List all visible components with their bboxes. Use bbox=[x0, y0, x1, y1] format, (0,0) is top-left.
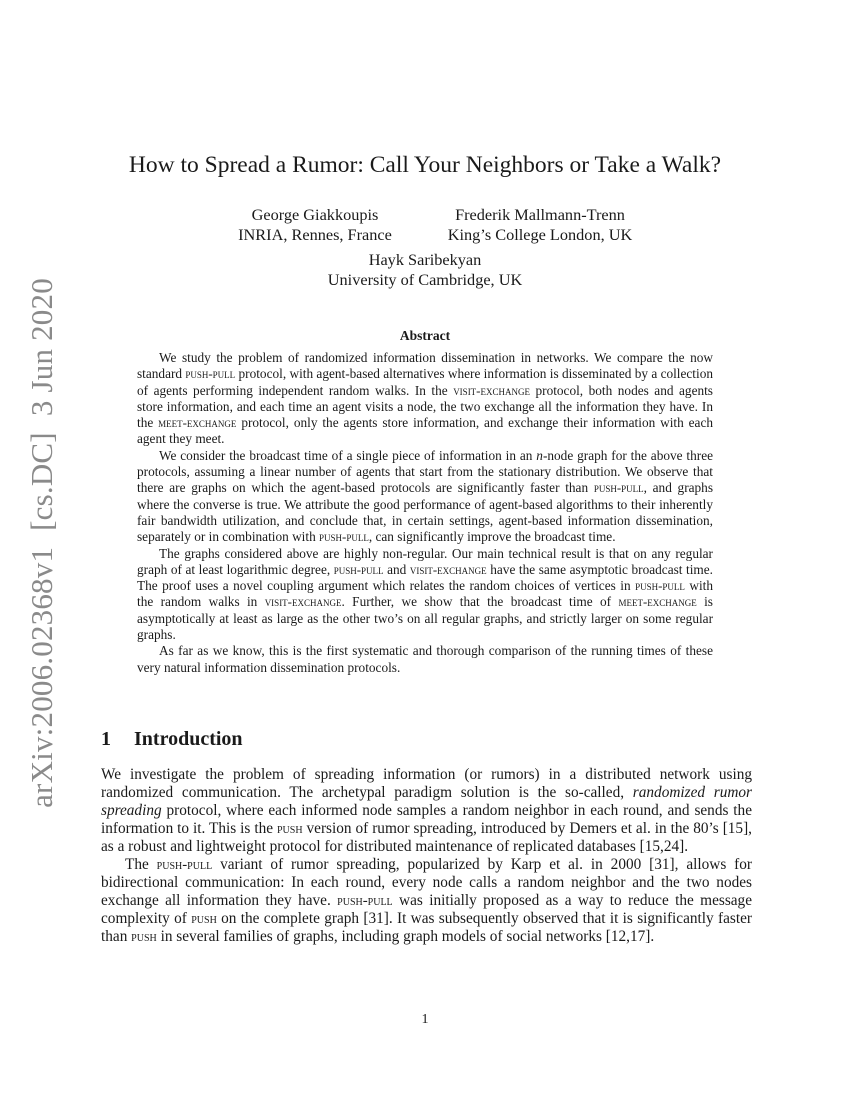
section-number: 1 bbox=[101, 728, 111, 750]
text: and bbox=[383, 561, 410, 577]
text: The graphs considered above are highly non-regular. Our main technical result is that on any regular graph of at least logarithmic degree, bbox=[137, 545, 713, 577]
section-body bbox=[101, 766, 752, 946]
abstract-heading: Abstract bbox=[399, 328, 451, 343]
protocol-name: visit-exchange bbox=[264, 595, 342, 610]
text: protocol, where each informed node samples a random neighbor in each round, and sends the information to it. This is the bbox=[101, 802, 752, 837]
text: variant of rumor spreading, popularized by Karp et al. in 2000 [31], allows for bidirectional communication: In each round, every node calls a random neighbor and the two nodes exchange all information they have. bbox=[101, 856, 752, 909]
text: We study the problem of randomized information dissemination in networks. We compare the now standard bbox=[137, 350, 713, 382]
protocol-name: push-pull bbox=[185, 367, 236, 382]
abstract-body bbox=[137, 350, 713, 676]
author-name: Hayk Saribekyan bbox=[368, 250, 482, 269]
abstract-paragraph bbox=[137, 350, 713, 448]
text: , and graphs where the converse is true. We attribute the good performance of agent-based algorithms to their inherently fair bandwidth utilization, and conclude that, in certain settings, agent-based information dissemination, separately or in combination with bbox=[137, 480, 713, 545]
text: protocol, with agent-based alternatives where information is disseminated by a collection of agents performing independent random walks. In the bbox=[137, 366, 713, 398]
arxiv-id: arXiv:2006.02368v1 bbox=[24, 546, 59, 808]
text: We consider the broadcast time of a single piece of information in an bbox=[159, 447, 537, 463]
abstract-paragraph: As far as we know, this is the first systematic and thorough comparison of the running times of these very natural information dissemination protocols. bbox=[137, 643, 713, 675]
arxiv-category: [cs.DC] bbox=[24, 432, 59, 531]
body-paragraph bbox=[101, 766, 752, 856]
author-block bbox=[300, 250, 550, 290]
text: -node graph for the above three protocols, assuming a linear number of agents that start from the stationary distribution. We observe that there are graphs on which the agent-based protocols are significantly faster than bbox=[137, 447, 713, 496]
protocol-name: push bbox=[191, 911, 217, 927]
protocol-name: meet-exchange bbox=[158, 416, 237, 431]
section-title: Introduction bbox=[134, 728, 243, 750]
page-number: 1 bbox=[421, 1012, 429, 1027]
protocol-name: visit-exchange bbox=[409, 562, 487, 577]
text: protocol, both nodes and agents store information, and each time an agent visits a node, the two exchange all the information they have. In the bbox=[137, 382, 713, 431]
body-paragraph bbox=[101, 856, 752, 946]
author-name: Frederik Mallmann-Trenn bbox=[455, 205, 625, 224]
author-affiliation: King’s College London, UK bbox=[447, 225, 633, 244]
author-name: George Giakkoupis bbox=[251, 205, 379, 224]
text: is asymptotically at least as large as the other two’s on all regular graphs, and strictly larger on some regular graphs. bbox=[137, 594, 713, 643]
text: have the same asymptotic broadcast time. The proof uses a novel coupling argument which relates the random choices of vertices in bbox=[137, 561, 713, 594]
text: , can significantly improve the broadcast time. bbox=[368, 529, 616, 545]
abstract-paragraph bbox=[137, 546, 713, 644]
protocol-name: push-pull bbox=[333, 562, 384, 577]
protocol-name: push-pull bbox=[635, 579, 685, 594]
protocol-name: push-pull bbox=[593, 481, 644, 496]
text: We investigate the problem of spreading information (or rumors) in a distributed network using randomized communication. The archetypal paradigm solution is the so-called, bbox=[101, 766, 752, 801]
text: . Further, we show that the broadcast time of bbox=[341, 594, 619, 610]
protocol-name: push-pull bbox=[319, 530, 369, 545]
text: The bbox=[125, 856, 157, 873]
emphasized-term: randomized rumor spreading bbox=[101, 784, 752, 819]
math-variable: n bbox=[536, 447, 543, 463]
author-affiliation: University of Cambridge, UK bbox=[327, 270, 523, 289]
text: in several families of graphs, including graph models of social networks [12,17]. bbox=[156, 928, 655, 945]
text: version of rumor spreading, introduced by Demers et al. in the 80’s [15], as a robust and lightweight protocol for distributed maintenance of replicated databases [15,24]. bbox=[101, 820, 752, 855]
text: protocol, only the agents store information, and exchange their information with each agent they meet. bbox=[137, 415, 713, 447]
text: on the complete graph [31]. It was subsequently observed that it is significantly faster than bbox=[101, 910, 752, 945]
protocol-name: meet-exchange bbox=[618, 595, 697, 610]
protocol-name: push bbox=[131, 929, 157, 945]
protocol-name: push-pull bbox=[337, 893, 393, 909]
protocol-name: push-pull bbox=[156, 857, 213, 873]
paper-title: How to Spread a Rumor: Call Your Neighbors or Take a Walk? bbox=[128, 152, 722, 178]
arxiv-date: 3 Jun 2020 bbox=[24, 278, 59, 417]
author-block bbox=[430, 205, 650, 245]
text: with the random walks in bbox=[137, 578, 713, 610]
text: was initially proposed as a way to reduce the message complexity of bbox=[101, 892, 752, 927]
protocol-name: push bbox=[276, 821, 303, 837]
protocol-name: visit-exchange bbox=[453, 383, 530, 398]
author-affiliation: INRIA, Rennes, France bbox=[238, 225, 392, 244]
author-block bbox=[215, 205, 415, 245]
section-heading bbox=[101, 728, 243, 751]
abstract-paragraph bbox=[137, 448, 713, 546]
